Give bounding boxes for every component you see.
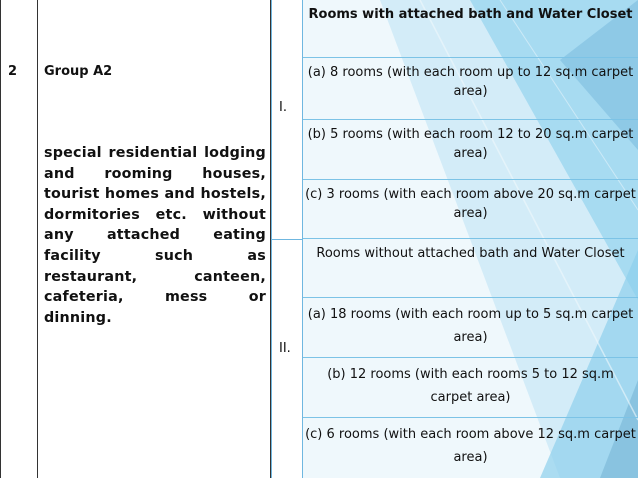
group-name: Group A2 (44, 64, 113, 79)
section-1-header: Rooms with attached bath and Water Closet (303, 0, 638, 58)
section-2-item-b: (b) 12 rooms (with each rooms 5 to 12 sq.m carpet area) (303, 358, 638, 418)
section-2-item-a: (a) 18 rooms (with each room up to 5 sq.m carpet area) (303, 298, 638, 358)
section-2-item-c: (c) 6 rooms (with each room above 12 sq.m carpet area) (303, 418, 638, 478)
section-2-header: Rooms without attached bath and Water Closet (303, 239, 638, 298)
section-1-numeral: I. (279, 100, 287, 115)
row-number: 2 (8, 64, 18, 79)
section-1-item-c: (c) 3 rooms (with each room above 20 sq.m carpet area) (303, 180, 638, 239)
group-description: special residential lodging and rooming houses, tourist homes and hostels, dormitories etc. without any attached eating facility such as restaurant, canteen, cafeteria, mess or dinning. (44, 145, 266, 326)
section-1-item-a: (a) 8 rooms (with each room up to 12 sq.m carpet area) (303, 58, 638, 120)
group-cell (38, 0, 271, 478)
section-2-numeral-cell (271, 239, 303, 478)
row-number-cell (0, 0, 38, 478)
section-1-item-b: (b) 5 rooms (with each room 12 to 20 sq.m carpet area) (303, 120, 638, 180)
section-2-numeral: II. (279, 341, 291, 356)
section-1-numeral-cell (271, 0, 303, 239)
